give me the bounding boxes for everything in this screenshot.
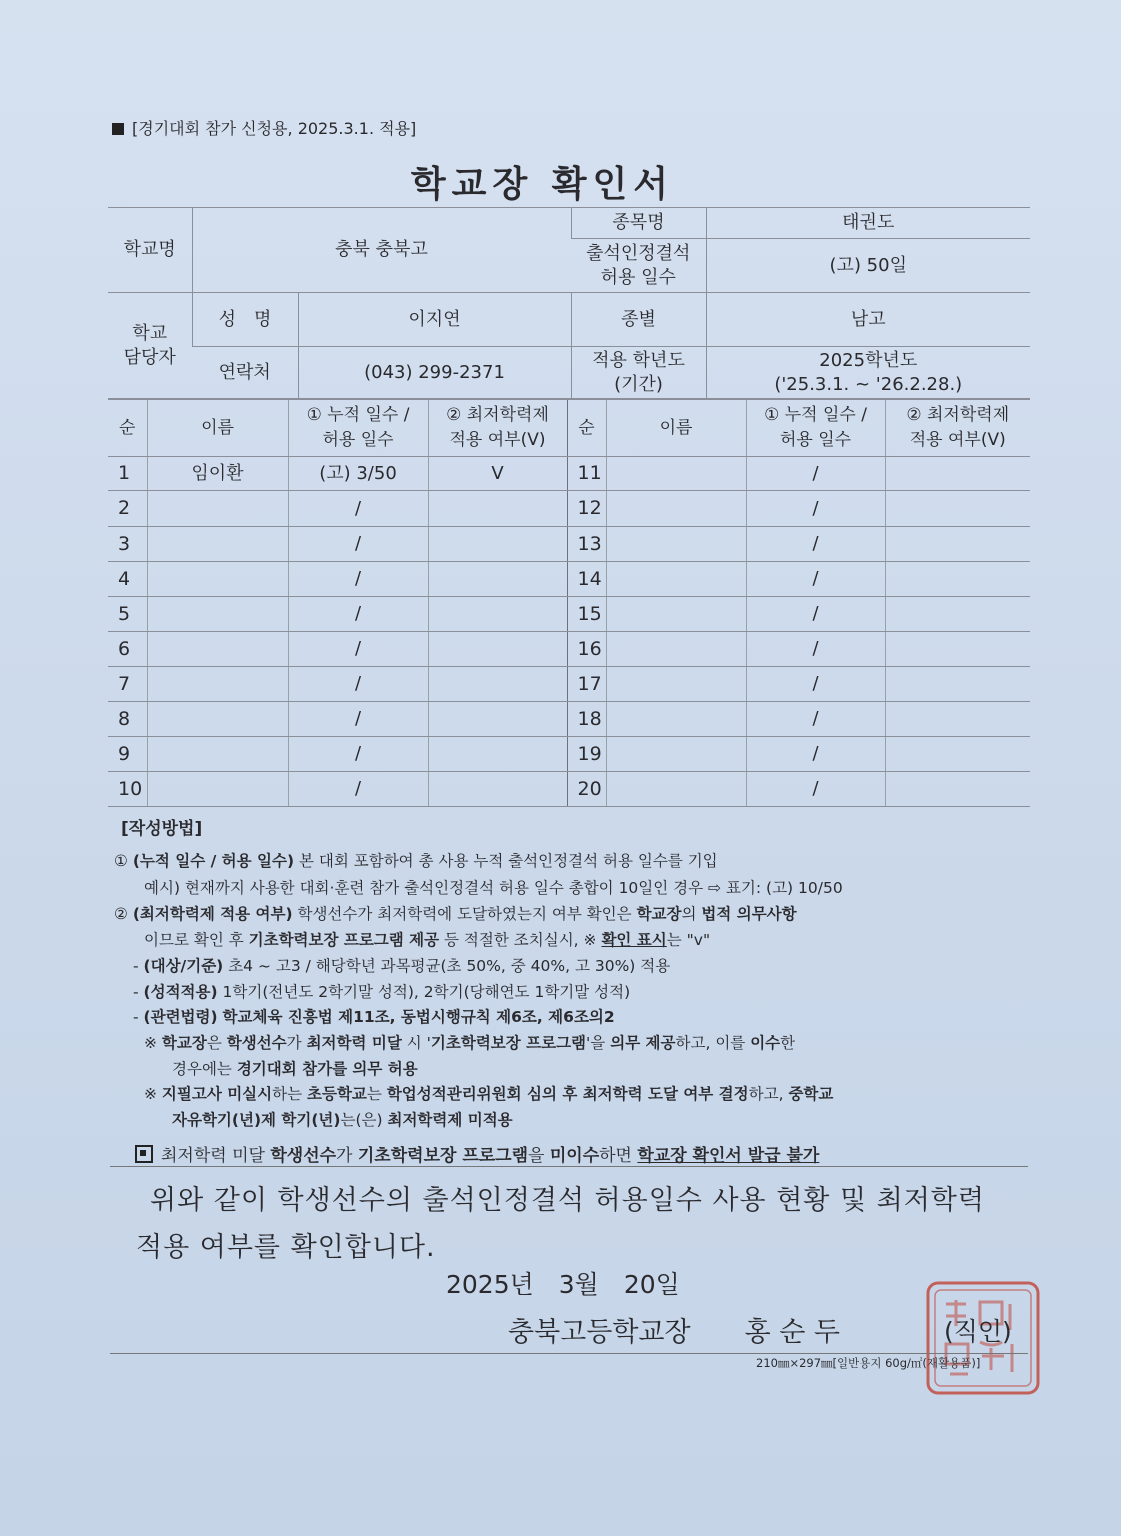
year-value: 2025학년도 ('25.3.1. ~ '26.2.28.) <box>706 347 1030 399</box>
table-row <box>108 667 1030 702</box>
name-value: 이지연 <box>298 293 571 347</box>
row-name-cell <box>147 702 288 737</box>
row-seq-cell: 16 <box>567 632 606 667</box>
row-seq-cell: 1 <box>108 457 147 491</box>
sport-value: 태권도 <box>706 208 1030 239</box>
row-seq-cell: 8 <box>108 702 147 737</box>
row-days-cell: / <box>288 562 428 597</box>
row-check-cell <box>428 702 567 737</box>
row-name-cell <box>147 667 288 702</box>
row-seq-cell: 12 <box>567 491 606 527</box>
row-seq-cell: 4 <box>108 562 147 597</box>
method-title: [작성방법] <box>121 819 203 839</box>
table-row <box>108 562 1030 597</box>
row-days-cell: / <box>746 457 885 491</box>
row-seq-cell: 19 <box>567 737 606 772</box>
table-row <box>108 491 1030 527</box>
seal-label: (직인) <box>944 1317 1012 1346</box>
row-days-cell: / <box>288 597 428 632</box>
row-days-cell: / <box>288 737 428 772</box>
row-days-cell: (고) 3/50 <box>288 457 428 491</box>
row-name-cell <box>606 527 746 562</box>
row-check-cell <box>428 491 567 527</box>
row-check-cell <box>885 772 1030 807</box>
header-name: 이름 <box>606 400 746 457</box>
row-days-cell: / <box>746 772 885 807</box>
row-name-cell <box>147 527 288 562</box>
row-seq-cell: 14 <box>567 562 606 597</box>
notice-line: 최저학력 미달 학생선수가 기초학력보장 프로그램을 미이수하면 학교장 확인서 발급 불가 <box>135 1141 819 1166</box>
row-check-cell <box>428 737 567 772</box>
method-line-3: ② (최저학력제 적용 여부) 학생선수가 최저학력에 도달하였는지 여부 확인은 학교장의 법적 의무사항 <box>114 905 797 923</box>
row-check-cell <box>885 667 1030 702</box>
row-days-cell: / <box>288 667 428 702</box>
row-days-cell: / <box>746 597 885 632</box>
row-check-cell <box>885 632 1030 667</box>
row-seq-cell: 2 <box>108 491 147 527</box>
absence-label: 출석인정결석 허용 일수 <box>571 239 706 293</box>
method-line-7: - (관련법령) 학교체육 진흥법 제11조, 동법시행규칙 제6조, 제6조의2 <box>133 1008 615 1026</box>
row-name-cell <box>147 772 288 807</box>
gender-value: 남고 <box>706 293 1030 347</box>
divider <box>110 1166 1028 1167</box>
header-name: 이름 <box>147 400 288 457</box>
row-days-cell: / <box>746 527 885 562</box>
roster-body <box>108 457 1030 807</box>
row-days-cell: / <box>746 562 885 597</box>
header-days: ① 누적 일수 / 허용 일수 <box>288 400 428 457</box>
table-row <box>108 457 1030 491</box>
row-name-cell <box>606 667 746 702</box>
row-days-cell: / <box>746 702 885 737</box>
header-seq: 순 <box>567 400 606 457</box>
row-check-cell <box>885 457 1030 491</box>
row-check-cell <box>885 702 1030 737</box>
row-check-cell: V <box>428 457 567 491</box>
row-check-cell <box>428 772 567 807</box>
row-days-cell: / <box>288 632 428 667</box>
paper-spec: 210㎜×297㎜[일반용지 60g/㎡(재활용품)] <box>756 1356 981 1370</box>
row-seq-cell: 3 <box>108 527 147 562</box>
school-value: 충북 충북고 <box>192 208 571 293</box>
table-row <box>108 632 1030 667</box>
row-name-cell <box>147 737 288 772</box>
row-seq-cell: 20 <box>567 772 606 807</box>
row-name-cell <box>606 702 746 737</box>
row-seq-cell: 13 <box>567 527 606 562</box>
row-seq-cell: 5 <box>108 597 147 632</box>
row-seq-cell: 6 <box>108 632 147 667</box>
row-check-cell <box>428 632 567 667</box>
header-note: [경기대회 참가 신청용, 2025.3.1. 적용] <box>112 116 416 139</box>
row-seq-cell: 17 <box>567 667 606 702</box>
table-row <box>108 597 1030 632</box>
row-check-cell <box>428 667 567 702</box>
row-name-cell <box>147 562 288 597</box>
row-name-cell <box>606 632 746 667</box>
row-check-cell <box>885 562 1030 597</box>
document-title: 학교장 확인서 <box>410 164 675 205</box>
boxed-arrow-icon <box>135 1145 153 1163</box>
method-line-8: ※ 학교장은 학생선수가 최저학력 미달 시 '기초학력보장 프로그램'을 의무 제공하고, 이를 이수한 <box>144 1034 796 1052</box>
row-check-cell <box>428 527 567 562</box>
name-label: 성 명 <box>192 293 298 347</box>
row-days-cell: / <box>288 772 428 807</box>
row-name-cell <box>147 632 288 667</box>
method-line-4: 이므로 확인 후 기초학력보장 프로그램 제공 등 적절한 조치실시, ※ 확인 표시는 "v" <box>144 931 711 949</box>
row-name-cell <box>606 737 746 772</box>
row-check-cell <box>885 597 1030 632</box>
issue-date: 2025년 3월 20일 <box>446 1270 680 1299</box>
roster-table <box>108 399 1030 807</box>
table-row <box>108 527 1030 562</box>
row-days-cell: / <box>746 737 885 772</box>
method-line-6: - (성적적용) 1학기(전년도 2학기말 성적), 2학기(당해연도 1학기말 성적) <box>133 983 631 1001</box>
row-name-cell <box>147 491 288 527</box>
method-line-2: 예시) 현재까지 사용한 대회·훈련 참가 출석인정결석 허용 일수 총합이 10일인 경우 ⇨ 표기: (고) 10/50 <box>144 879 843 897</box>
row-seq-cell: 9 <box>108 737 147 772</box>
manager-label: 학교 담당자 <box>108 293 192 399</box>
table-row <box>108 772 1030 807</box>
table-row <box>108 737 1030 772</box>
year-label: 적용 학년도 (기간) <box>571 347 706 399</box>
row-name-cell <box>606 491 746 527</box>
row-name-cell: 임이환 <box>147 457 288 491</box>
row-days-cell: / <box>746 667 885 702</box>
row-seq-cell: 7 <box>108 667 147 702</box>
gender-label: 종별 <box>571 293 706 347</box>
divider <box>110 1353 1028 1354</box>
row-name-cell <box>606 772 746 807</box>
contact-value: (043) 299-2371 <box>298 347 571 399</box>
row-name-cell <box>147 597 288 632</box>
row-check-cell <box>428 562 567 597</box>
row-days-cell: / <box>288 702 428 737</box>
method-line-5: - (대상/기준) 초4 ~ 고3 / 해당학년 과목평균(초 50%, 중 40%, 고 30%) 적용 <box>133 957 671 975</box>
row-days-cell: / <box>288 491 428 527</box>
method-line-1: ① (누적 일수 / 허용 일수) 본 대회 포함하여 총 사용 누적 출석인정결석 허용 일수를 기입 <box>114 852 718 870</box>
confirmation-text: 위와 같이 학생선수의 출석인정결석 허용일수 사용 현황 및 최저학력 적용 여부를 확인합니다. <box>136 1185 985 1263</box>
row-name-cell <box>606 457 746 491</box>
principal-signature: 충북고등학교장 홍 순 두 <box>508 1317 840 1348</box>
header-days: ① 누적 일수 / 허용 일수 <box>746 400 885 457</box>
square-bullet-icon <box>112 123 124 135</box>
contact-label: 연락처 <box>192 347 298 399</box>
row-name-cell <box>606 597 746 632</box>
row-seq-cell: 18 <box>567 702 606 737</box>
row-seq-cell: 11 <box>567 457 606 491</box>
row-check-cell <box>428 597 567 632</box>
header-seq: 순 <box>108 400 147 457</box>
row-seq-cell: 10 <box>108 772 147 807</box>
row-check-cell <box>885 527 1030 562</box>
school-label: 학교명 <box>108 208 192 293</box>
row-name-cell <box>606 562 746 597</box>
info-table <box>108 207 1030 399</box>
row-days-cell: / <box>746 491 885 527</box>
sport-label: 종목명 <box>571 208 706 239</box>
row-check-cell <box>885 491 1030 527</box>
method-line-9: 경우에는 경기대회 참가를 의무 허용 <box>172 1060 418 1078</box>
table-row <box>108 702 1030 737</box>
row-days-cell: / <box>746 632 885 667</box>
absence-value: (고) 50일 <box>706 239 1030 293</box>
header-min-academic: ② 최저학력제 적용 여부(V) <box>885 400 1030 457</box>
method-line-11: 자유학기(년)제 학기(년)는(은) 최저학력제 미적용 <box>172 1111 513 1129</box>
row-check-cell <box>885 737 1030 772</box>
row-days-cell: / <box>288 527 428 562</box>
row-seq-cell: 15 <box>567 597 606 632</box>
method-line-10: ※ 지필고사 미실시하는 초등학교는 학업성적관리위원회 심의 후 최저학력 도달 여부 결정하고, 중학교 <box>144 1085 834 1103</box>
header-min-academic: ② 최저학력제 적용 여부(V) <box>428 400 567 457</box>
